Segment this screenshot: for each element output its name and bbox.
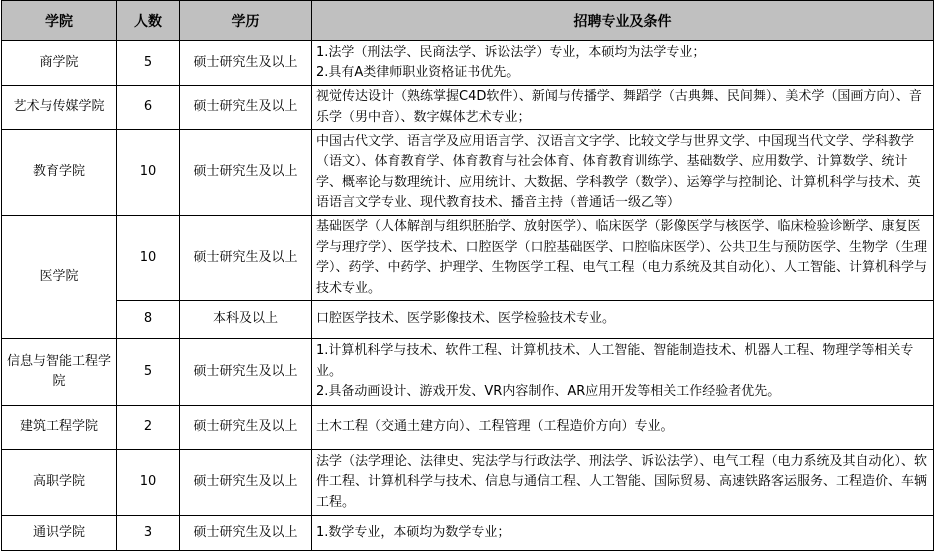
table-row <box>2 216 934 301</box>
table-row <box>2 41 934 86</box>
count-cell: 2 <box>117 406 180 450</box>
requirements-cell <box>312 130 934 216</box>
education-cell: 硕士研究生及以上 <box>180 216 312 301</box>
college-cell: 信息与智能工程学院 <box>2 339 117 406</box>
count-cell: 10 <box>117 216 180 301</box>
count-cell: 5 <box>117 339 180 406</box>
education-cell: 硕士研究生及以上 <box>180 450 312 516</box>
requirements-cell <box>312 216 934 301</box>
count-cell: 10 <box>117 450 180 516</box>
count-cell: 3 <box>117 516 180 551</box>
college-cell: 艺术与传媒学院 <box>2 86 117 130</box>
education-cell: 硕士研究生及以上 <box>180 41 312 86</box>
header-count: 人数 <box>117 1 180 41</box>
header-college: 学院 <box>2 1 117 41</box>
table-row <box>2 130 934 216</box>
requirement-line: 2.具有A类律师职业资格证书优先。 <box>316 65 520 80</box>
header-requirements: 招聘专业及条件 <box>312 1 934 41</box>
requirements-cell <box>312 450 934 516</box>
requirements-cell <box>312 406 934 450</box>
college-cell: 通识学院 <box>2 516 117 551</box>
count-cell: 8 <box>117 301 180 339</box>
recruitment-table <box>1 0 934 551</box>
requirement-line: 中国古代文学、语言学及应用语言学、汉语言文字学、比较文学与世界文学、中国现当代文学、学科教学（语文）、体育教育学、体育教育与社会体育、体育教育训练学、基础数学、应用数学、计算数学、统计学、概率论与数理统计、应用统计、大数据、学科教学（数学）、运筹学与控制论、计算机科学与技术、英语语言文学专业、现代教育技术、播音主持（普通话一级乙等） <box>316 133 921 210</box>
requirements-cell <box>312 339 934 406</box>
requirement-line: 口腔医学技术、医学影像技术、医学检验技术专业。 <box>316 311 616 327</box>
table-row <box>2 339 934 406</box>
header-education: 学历 <box>180 1 312 41</box>
table-row <box>2 301 934 339</box>
table-row <box>2 516 934 551</box>
requirement-line: 1.数学专业，本硕均为数学专业； <box>316 524 511 540</box>
requirement-line: 1.计算机科学与技术、软件工程、计算机技术、人工智能、智能制造技术、机器人工程、物理学等相关专业。 <box>316 343 914 379</box>
college-cell: 高职学院 <box>2 450 117 516</box>
table-row <box>2 406 934 450</box>
requirements-cell <box>312 41 934 86</box>
requirement-line: 法学（法学理论、法律史、宪法学与行政法学、刑法学、诉讼法学）、电气工程（电力系统及其自动化）、软件工程、计算机科学与技术、信息与通信工程、人工智能、国际贸易、高速铁路客运服务、工程造价、车辆工程。 <box>316 453 928 510</box>
college-cell: 教育学院 <box>2 130 117 216</box>
count-cell: 10 <box>117 130 180 216</box>
count-cell: 6 <box>117 86 180 130</box>
requirement-line: 视觉传达设计（熟练掌握C4D软件）、新闻与传播学、舞蹈学（古典舞、民间舞）、美术学（国画方向）、音乐学（男中音）、数字媒体艺术专业； <box>316 89 922 125</box>
education-cell: 硕士研究生及以上 <box>180 130 312 216</box>
education-cell: 硕士研究生及以上 <box>180 406 312 450</box>
requirements-cell <box>312 516 934 551</box>
requirement-line: 土木工程（交通土建方向）、工程管理（工程造价方向）专业。 <box>316 419 674 435</box>
college-cell: 商学院 <box>2 41 117 86</box>
table-row <box>2 86 934 130</box>
requirement-line: 2.具备动画设计、游戏开发、VR内容制作、AR应用开发等相关工作经验者优先。 <box>316 384 781 400</box>
requirement-line: 1.法学（刑法学、民商法学、诉讼法学）专业，本硕均为法学专业； <box>316 44 706 60</box>
requirements-cell <box>312 301 934 339</box>
college-cell: 医学院 <box>2 216 117 339</box>
education-cell: 硕士研究生及以上 <box>180 339 312 406</box>
education-cell: 硕士研究生及以上 <box>180 86 312 130</box>
requirements-cell <box>312 86 934 130</box>
count-cell: 5 <box>117 41 180 86</box>
table-row <box>2 450 934 516</box>
college-cell: 建筑工程学院 <box>2 406 117 450</box>
requirement-line: 基础医学（人体解剖与组织胚胎学、放射医学）、临床医学（影像医学与核医学、临床检验诊断学、康复医学与理疗学）、医学技术、口腔医学（口腔基础医学、口腔临床医学）、公共卫生与预防医学、生物学（生理学）、药学、中药学、护理学、生物医学工程、电气工程（电力系统及其自动化）、人工智能、计算机科学与技术专业。 <box>316 219 928 296</box>
education-cell: 本科及以上 <box>180 301 312 339</box>
header-row <box>2 1 934 41</box>
education-cell: 硕士研究生及以上 <box>180 516 312 551</box>
